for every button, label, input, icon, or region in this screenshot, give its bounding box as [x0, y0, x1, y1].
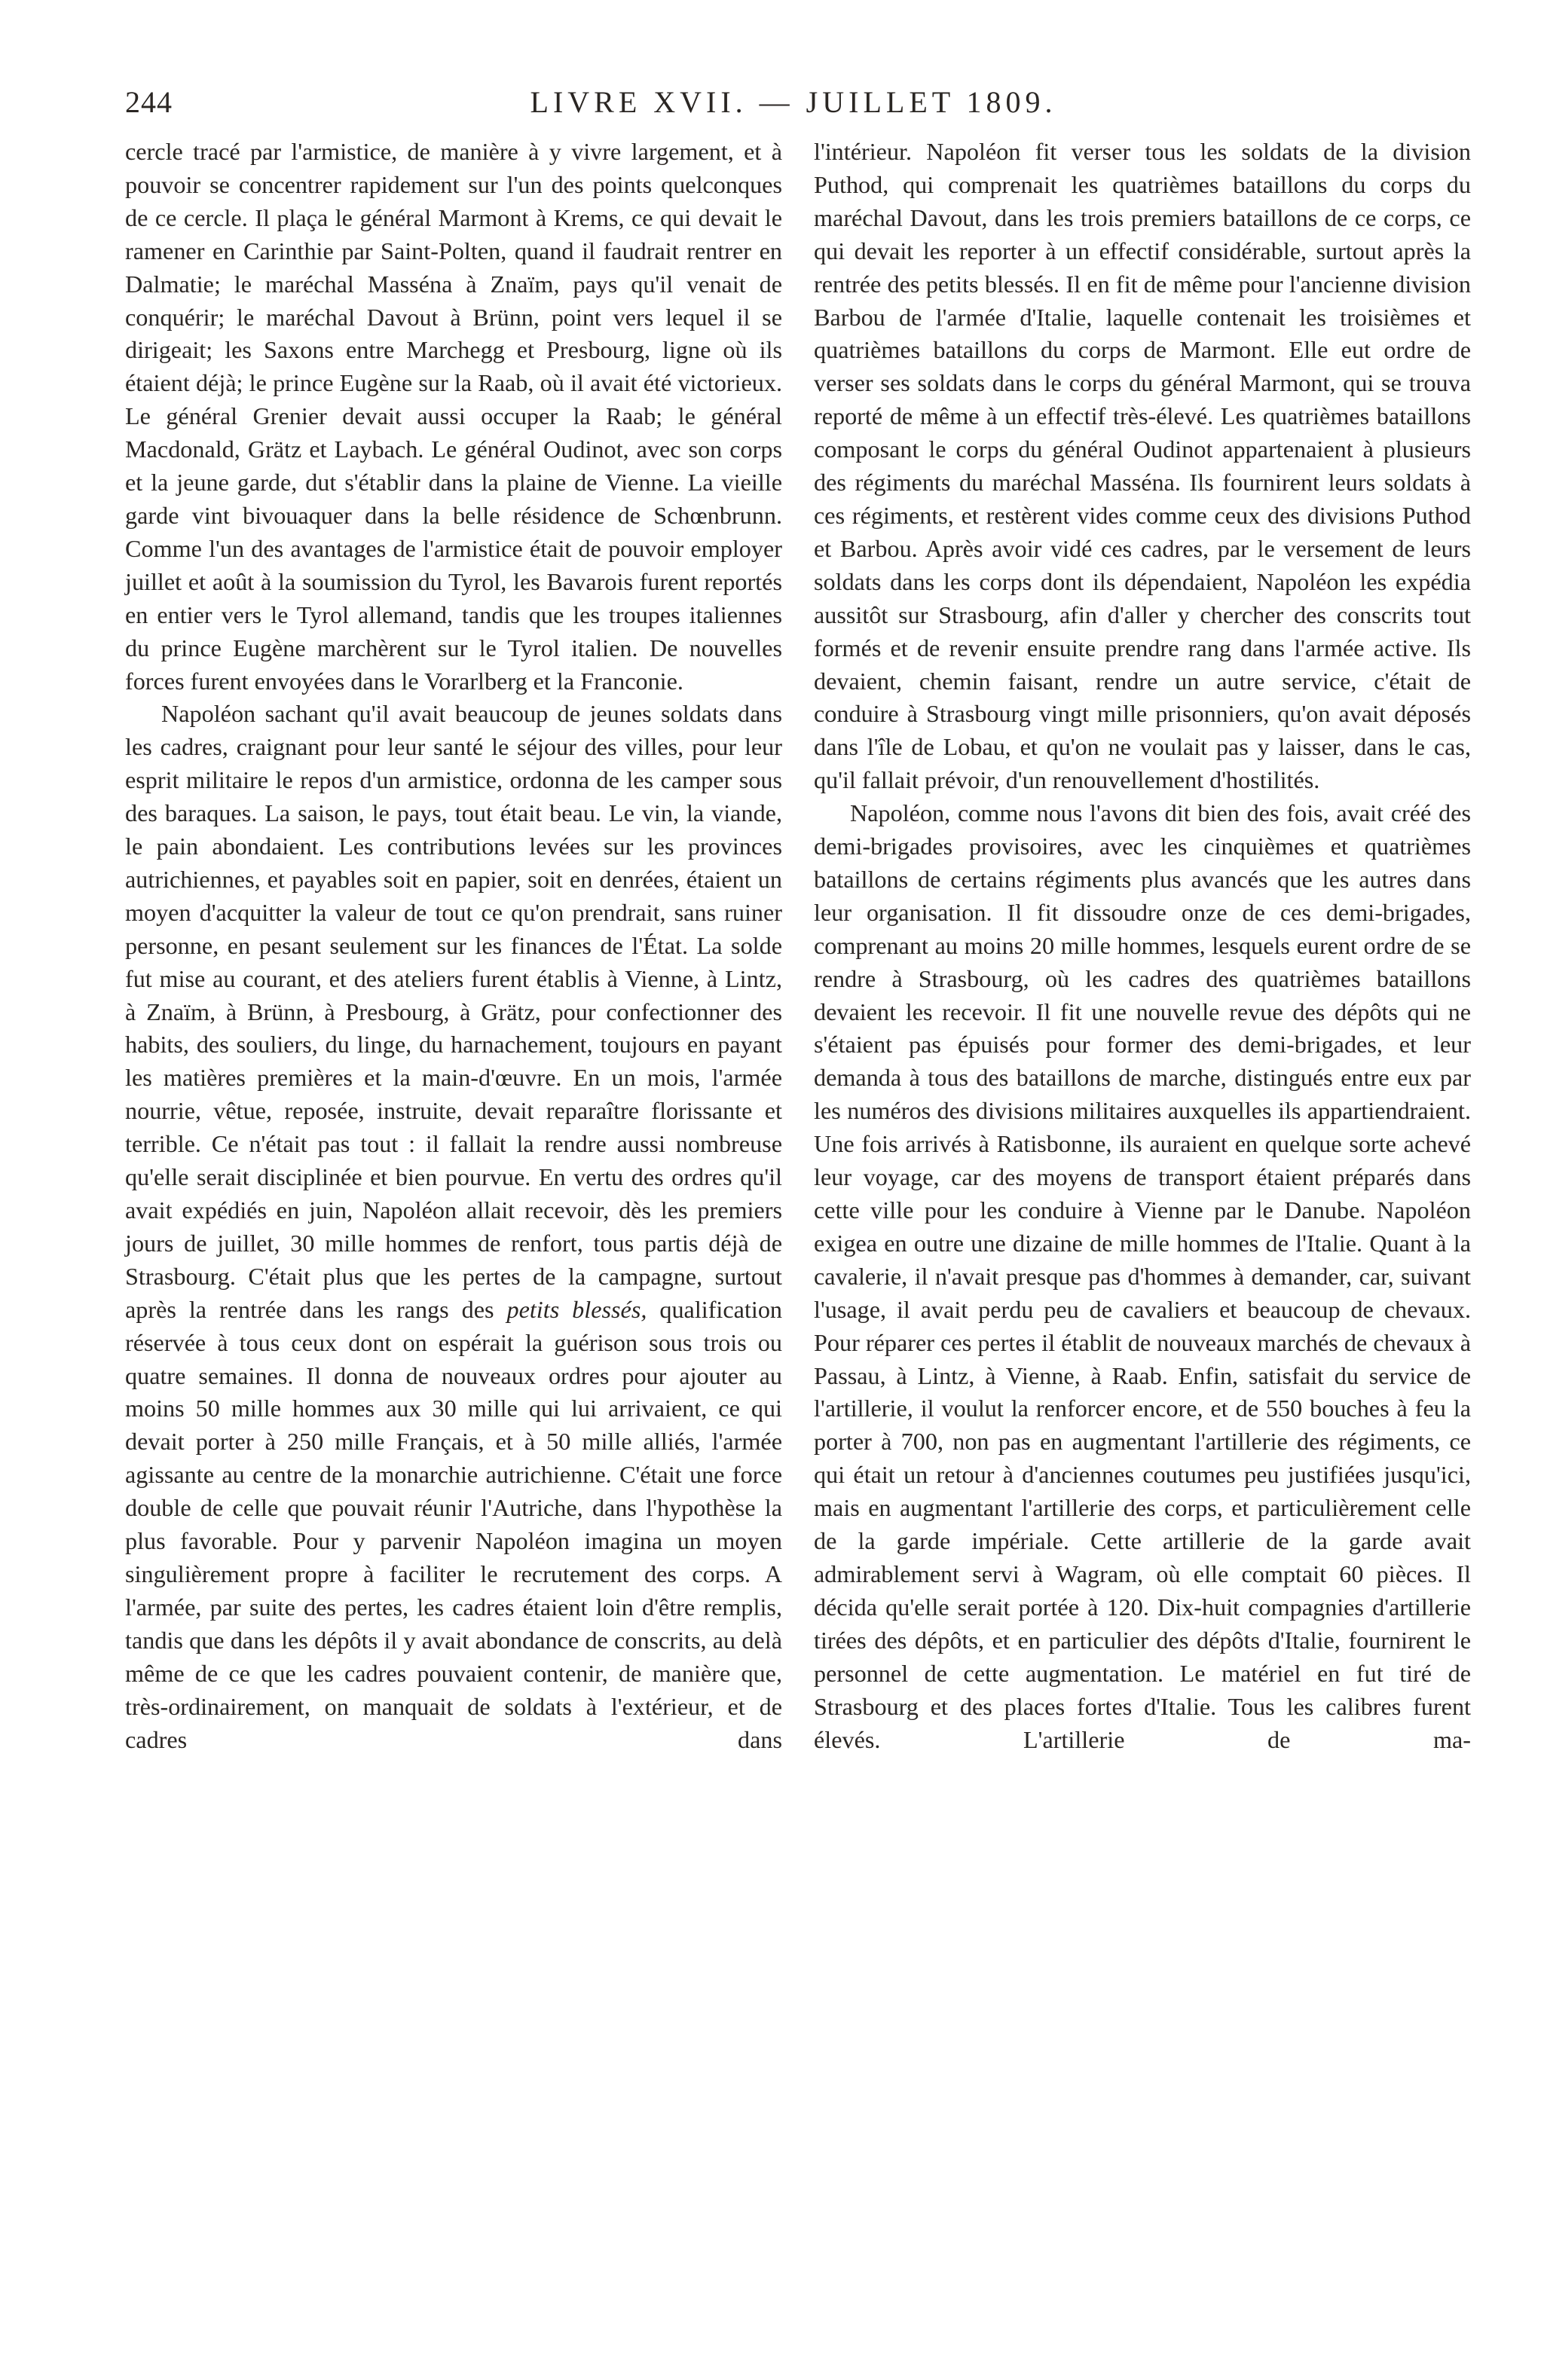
left-paragraph-1: cercle tracé par l'armistice, de manière à y vivre largement, et à pouvoir se concentrer rapidement sur l'un des points quelconques de ce cercle. Il plaça le général Marmont à Krems, ce qui devait le ramener en Carinthie par Saint-Polten, quand il faudrait rentrer en Dalmatie; le maréchal Masséna à Znaïm, pays qu'il venait de conquérir; le maréchal Davout à Brünn, point vers lequel il se dirigeait; les Saxons entre Marchegg et Presbourg, ligne où ils étaient déjà; le prince Eugène sur la Raab, où il avait été victorieux. Le général Grenier devait aussi occuper la Raab; le général Macdonald, Grätz et Laybach. Le général Oudinot, avec son corps et la jeune garde, dut s'établir dans la plaine de Vienne. La vieille garde vint bivouaquer dans la belle résidence de Schœnbrunn. Comme l'un des avantages de l'armistice était de pouvoir employer juillet et août à la soumission du Tyrol, les Bavarois furent reportés en entier vers le Tyrol allemand, tandis que les troupes italiennes du prince Eugène marchèrent sur le Tyrol italien. De nouvelles forces furent envoyées dans le Vorarlberg et la Franconie. [125, 138, 782, 695]
running-title: LIVRE XVII. — JUILLET 1809. [530, 85, 1057, 119]
right-paragraph-2: Napoléon, comme nous l'avons dit bien des fois, avait créé des demi-brigades provisoires, avec les cinquièmes et quatrièmes bataillons de certains régiments plus avancés que les autres dans leur organisation. Il fit dissoudre onze de ces demi-brigades, comprenant au moins 20 mille hommes, lesquels eurent ordre de se rendre à Strasbourg, où les cadres des quatrièmes bataillons devaient les recevoir. Il fit une nouvelle revue des dépôts qui ne s'étaient pas épuisés pour former des demi-brigades, et leur demanda à tous des bataillons de marche, distingués entre eux par les numéros des divisions militaires auxquelles ils appartiendraient. Une fois arrivés à Ratisbonne, ils auraient en quelque sorte achevé leur voyage, car des moyens de transport étaient préparés dans cette ville pour les conduire à Vienne par le Danube. Napoléon exigea en outre une dizaine de mille hommes de l'Italie. Quant à la cavalerie, il n'avait presque pas d'hommes à demander, car, suivant l'usage, il avait perdu peu de cavaliers et beaucoup de chevaux. Pour réparer ces pertes il établit de nouveaux marchés de chevaux à Passau, à Lintz, à Vienne, à Raab. Enfin, satisfait du service de l'artillerie, il voulut la renforcer encore, et de 550 bouches à feu la porter à 700, non pas en augmentant l'artillerie des régiments, ce qui était un retour à d'anciennes coutumes peu justifiées jusqu'ici, mais en augmentant l'artillerie des corps, et particulièrement celle de la garde impériale. Cette artillerie de la garde avait admirablement servi à Wagram, où elle comptait 60 pièces. Il décida qu'elle serait portée à 120. Dix-huit compagnies d'artillerie tirées des dépôts, et en particulier des dépôts d'Italie, fournirent le personnel de cette augmentation. Le matériel en fut tiré de Strasbourg et des places fortes d'Italie. Tous les calibres furent élevés. L'artillerie de ma- [814, 799, 1471, 1753]
page-number: 244 [125, 85, 173, 119]
page-header [125, 84, 1462, 130]
italic-term-petits-blesses: petits blessés, [506, 1295, 647, 1323]
left-column [125, 136, 782, 1756]
left-paragraph-2-text-a: Napoléon sachant qu'il avait beaucoup de jeunes soldats dans les cadres, craignant pour leur santé le séjour des villes, pour leur esprit militaire le repos d'un armistice, ordonna de les camper sous des baraques. La saison, le pays, tout était beau. Le vin, la viande, le pain abondaient. Les contributions levées sur les provinces autrichiennes, et payables soit en papier, soit en denrées, étaient un moyen d'acquitter la valeur de tout ce qu'on prendrait, sans ruiner personne, en pesant seulement sur les finances de l'État. La solde fut mise au courant, et des ateliers furent établis à Vienne, à Lintz, à Znaïm, à Brünn, à Presbourg, à Grätz, pour confectionner des habits, des souliers, du linge, du harnachement, toujours en payant les matières premières et la main-d'œuvre. En un mois, l'armée nourrie, vêtue, reposée, instruite, devait reparaître florissante et terrible. Ce n'était pas tout : il fallait la rendre aussi nombreuse qu'elle serait disciplinée et bien pourvue. En vertu des ordres qu'il avait expédiés en juin, Napoléon allait recevoir, dès les premiers jours de juillet, 30 mille hommes de renfort, tous partis déjà de Strasbourg. C'était plus que les pertes de la campagne, surtout après la rentrée dans les rangs des [125, 700, 782, 1323]
left-paragraph-2 [125, 698, 782, 1756]
left-paragraph-2-text-b: qualification réservée à tous ceux dont on espérait la guérison sous trois ou quatre semaines. Il donna de nouveaux ordres pour ajouter au moins 50 mille hommes aux 30 mille qui lui arrivaient, ce qui devait porter à 250 mille Français, et à 50 mille alliés, l'armée agissante au centre de la monarchie autrichienne. C'était une force double de celle que pouvait réunir l'Autriche, dans l'hypothèse la plus favorable. Pour y parvenir Napoléon imagina un moyen singulièrement propre à faciliter le recrutement des corps. A l'armée, par suite des pertes, les cadres étaient loin d'être remplis, tandis que dans les dépôts il y avait abondance de conscrits, au delà même de ce que les cadres pouvaient contenir, de manière que, très-ordinairement, on manquait de soldats à l'extérieur, et de cadres dans [125, 1295, 783, 1753]
right-column [814, 136, 1471, 1756]
right-paragraph-1: l'intérieur. Napoléon fit verser tous les soldats de la division Puthod, qui comprenait les quatrièmes bataillons du corps du maréchal Davout, dans les trois premiers bataillons de ce corps, ce qui devait les reporter à un effectif considérable, surtout après la rentrée des petits blessés. Il en fit de même pour l'ancienne division Barbou de l'armée d'Italie, laquelle contenait les troisièmes et quatrièmes bataillons du corps de Marmont. Elle eut ordre de verser ses soldats dans le corps du général Marmont, qui se trouva reporté de même à un effectif très-élevé. Les quatrièmes bataillons composant le corps du général Oudinot appartenaient à plusieurs des régiments du maréchal Masséna. Ils fournirent leurs soldats à ces régiments, et restèrent vides comme ceux des divisions Puthod et Barbou. Après avoir vidé ces cadres, par le versement de leurs soldats dans les corps dont ils dépendaient, Napoléon les expédia aussitôt sur Strasbourg, afin d'aller y chercher des conscrits tout formés et de revenir ensuite prendre rang dans l'armée active. Ils devaient, chemin faisant, rendre un autre service, c'était de conduire à Strasbourg vingt mille prisonniers, qu'on avait déposés dans l'île de Lobau, et qu'on ne voulait pas y laisser, dans le cas, qu'il fallait prévoir, d'un renouvellement d'hostilités. [814, 138, 1471, 794]
